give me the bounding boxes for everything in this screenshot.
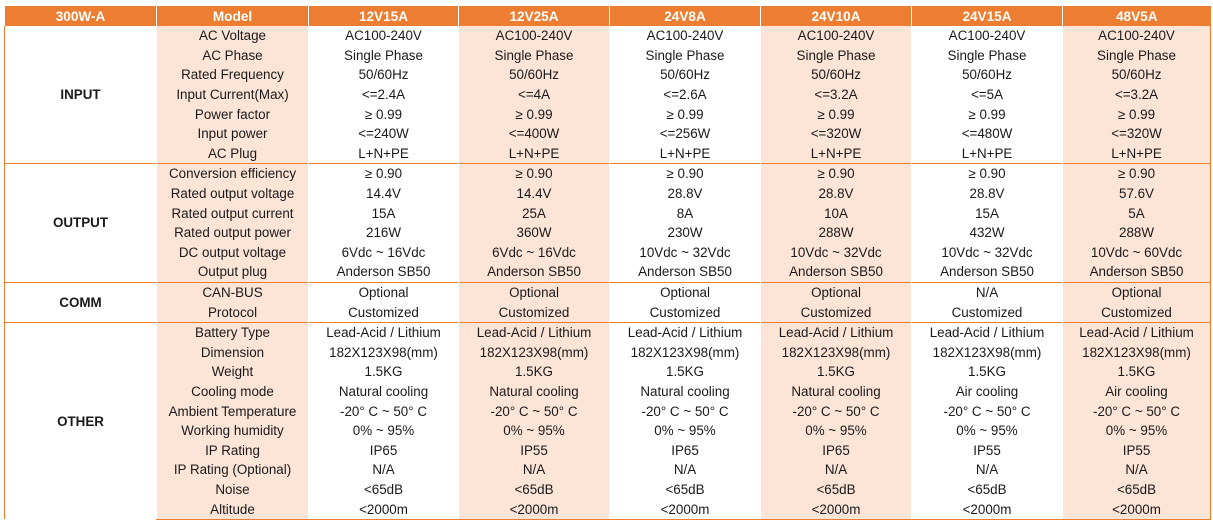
value-cell: 50/60Hz [912,65,1063,85]
value-cell: <=320W [761,124,912,144]
value-cell: <=3.2A [1063,85,1211,105]
parameter-label: CAN-BUS [157,282,309,302]
table-row [5,184,1211,204]
value-cell: Air cooling [1063,382,1211,402]
value-cell: L+N+PE [459,144,610,164]
value-cell: Single Phase [1063,46,1211,66]
value-cell: Customized [1063,302,1211,322]
table-row [5,85,1211,105]
table-row [5,362,1211,382]
value-cell: N/A [610,460,761,480]
value-cell: <65dB [459,480,610,500]
model-header-24v8a: 24V8A [610,6,761,26]
value-cell: 10Vdc ~ 32Vdc [912,243,1063,263]
value-cell: 6Vdc ~ 16Vdc [309,243,459,263]
group-label-other: OTHER [5,322,157,519]
value-cell: 6Vdc ~ 16Vdc [459,243,610,263]
value-cell: <65dB [912,480,1063,500]
value-cell: Air cooling [912,382,1063,402]
value-cell: 288W [1063,223,1211,243]
header-row [5,6,1211,26]
value-cell: 57.6V [1063,184,1211,204]
value-cell: <=2.6A [610,85,761,105]
value-cell: <=320W [1063,124,1211,144]
value-cell: 182X123X98(mm) [459,343,610,363]
value-cell: 1.5KG [459,362,610,382]
value-cell: 15A [309,203,459,223]
value-cell: <=2.4A [309,85,459,105]
parameter-label: AC Voltage [157,26,309,46]
parameter-label: Noise [157,480,309,500]
spec-table-body [5,26,1211,519]
value-cell: 28.8V [610,184,761,204]
value-cell: Natural cooling [610,382,761,402]
value-cell: <65dB [1063,480,1211,500]
value-cell: ≥ 0.90 [459,164,610,184]
parameter-label: Power factor [157,104,309,124]
value-cell: Lead-Acid / Lithium [309,322,459,342]
value-cell: L+N+PE [912,144,1063,164]
value-cell: 182X123X98(mm) [761,343,912,363]
value-cell: Natural cooling [309,382,459,402]
value-cell: Optional [459,282,610,302]
value-cell: 1.5KG [309,362,459,382]
value-cell: Customized [309,302,459,322]
parameter-label: Rated output power [157,223,309,243]
value-cell: Anderson SB50 [459,262,610,282]
model-header-48v5a: 48V5A [1063,6,1211,26]
value-cell: 288W [761,223,912,243]
value-cell: Optional [309,282,459,302]
value-cell: ≥ 0.90 [761,164,912,184]
value-cell: Anderson SB50 [1063,262,1211,282]
value-cell: ≥ 0.99 [610,104,761,124]
table-row [5,322,1211,342]
value-cell: N/A [309,460,459,480]
value-cell: 50/60Hz [1063,65,1211,85]
value-cell: 14.4V [459,184,610,204]
parameter-label: Battery Type [157,322,309,342]
table-row [5,440,1211,460]
parameter-label: Protocol [157,302,309,322]
table-row [5,401,1211,421]
value-cell: 1.5KG [1063,362,1211,382]
value-cell: 1.5KG [761,362,912,382]
value-cell: 432W [912,223,1063,243]
value-cell: L+N+PE [610,144,761,164]
parameter-label: AC Phase [157,46,309,66]
value-cell: AC100-240V [1063,26,1211,46]
table-row [5,26,1211,46]
table-row [5,382,1211,402]
value-cell: 15A [912,203,1063,223]
value-cell: ≥ 0.99 [912,104,1063,124]
value-cell: 10A [761,203,912,223]
value-cell: 182X123X98(mm) [1063,343,1211,363]
value-cell: ≥ 0.99 [1063,104,1211,124]
model-header-12v25a: 12V25A [459,6,610,26]
value-cell: Single Phase [309,46,459,66]
value-cell: IP65 [761,440,912,460]
parameter-label: AC Plug [157,144,309,164]
value-cell: <=5A [912,85,1063,105]
value-cell: <65dB [610,480,761,500]
value-cell: L+N+PE [761,144,912,164]
table-row [5,164,1211,184]
value-cell: 1.5KG [912,362,1063,382]
value-cell: Lead-Acid / Lithium [1063,322,1211,342]
table-row [5,46,1211,66]
value-cell: Single Phase [912,46,1063,66]
value-cell: 5A [1063,203,1211,223]
parameter-label: Input power [157,124,309,144]
parameter-label: DC output voltage [157,243,309,263]
value-cell: 14.4V [309,184,459,204]
value-cell: IP55 [459,440,610,460]
value-cell: 0% ~ 95% [610,421,761,441]
value-cell: 28.8V [761,184,912,204]
value-cell: 0% ~ 95% [912,421,1063,441]
value-cell: IP65 [610,440,761,460]
value-cell: <=4A [459,85,610,105]
corner-label: 300W-A [5,6,157,26]
parameter-label: IP Rating (Optional) [157,460,309,480]
value-cell: -20° C ~ 50° C [459,401,610,421]
parameter-label: Rated output current [157,203,309,223]
value-cell: <2000m [309,499,459,519]
value-cell: ≥ 0.90 [1063,164,1211,184]
value-cell: Natural cooling [761,382,912,402]
model-header-24v10a: 24V10A [761,6,912,26]
value-cell: AC100-240V [761,26,912,46]
parameter-label: Output plug [157,262,309,282]
table-row [5,499,1211,519]
group-label-output: OUTPUT [5,164,157,283]
value-cell: 0% ~ 95% [761,421,912,441]
value-cell: -20° C ~ 50° C [761,401,912,421]
value-cell: N/A [459,460,610,480]
value-cell: <=400W [459,124,610,144]
value-cell: 25A [459,203,610,223]
parameter-label: IP Rating [157,440,309,460]
value-cell: <65dB [761,480,912,500]
value-cell: <=480W [912,124,1063,144]
value-cell: <=240W [309,124,459,144]
value-cell: 182X123X98(mm) [912,343,1063,363]
value-cell: 360W [459,223,610,243]
group-label-comm: COMM [5,282,157,322]
model-header-24v15a: 24V15A [912,6,1063,26]
table-row [5,262,1211,282]
value-cell: <2000m [1063,499,1211,519]
value-cell: 10Vdc ~ 60Vdc [1063,243,1211,263]
table-row [5,460,1211,480]
value-cell: 28.8V [912,184,1063,204]
value-cell: N/A [761,460,912,480]
table-row [5,421,1211,441]
value-cell: -20° C ~ 50° C [309,401,459,421]
model-column-label: Model [157,6,309,26]
value-cell: Optional [610,282,761,302]
value-cell: Anderson SB50 [761,262,912,282]
value-cell: Customized [912,302,1063,322]
spec-table [4,6,1211,520]
value-cell: Single Phase [610,46,761,66]
value-cell: Lead-Acid / Lithium [912,322,1063,342]
table-row [5,223,1211,243]
table-row [5,343,1211,363]
value-cell: Lead-Acid / Lithium [610,322,761,342]
value-cell: 1.5KG [610,362,761,382]
value-cell: ≥ 0.99 [761,104,912,124]
value-cell: N/A [912,460,1063,480]
value-cell: 216W [309,223,459,243]
value-cell: Lead-Acid / Lithium [761,322,912,342]
parameter-label: Ambient Temperature [157,401,309,421]
value-cell: Natural cooling [459,382,610,402]
value-cell: 10Vdc ~ 32Vdc [610,243,761,263]
value-cell: Anderson SB50 [912,262,1063,282]
value-cell: Anderson SB50 [309,262,459,282]
value-cell: 50/60Hz [459,65,610,85]
parameter-label: Conversion efficiency [157,164,309,184]
value-cell: <2000m [459,499,610,519]
value-cell: 0% ~ 95% [459,421,610,441]
value-cell: Single Phase [459,46,610,66]
value-cell: 10Vdc ~ 32Vdc [761,243,912,263]
parameter-label: Input Current(Max) [157,85,309,105]
table-row [5,144,1211,164]
parameter-label: Altitude [157,499,309,519]
value-cell: Anderson SB50 [610,262,761,282]
value-cell: Customized [610,302,761,322]
value-cell: <2000m [912,499,1063,519]
value-cell: AC100-240V [459,26,610,46]
parameter-label: Weight [157,362,309,382]
model-header-12v15a: 12V15A [309,6,459,26]
value-cell: ≥ 0.90 [912,164,1063,184]
value-cell: 182X123X98(mm) [610,343,761,363]
table-row [5,480,1211,500]
value-cell: <=3.2A [761,85,912,105]
value-cell: -20° C ~ 50° C [610,401,761,421]
value-cell: ≥ 0.90 [309,164,459,184]
value-cell: <2000m [610,499,761,519]
value-cell: <65dB [309,480,459,500]
spec-table-container [4,6,1210,520]
value-cell: <=256W [610,124,761,144]
value-cell: 50/60Hz [610,65,761,85]
value-cell: 50/60Hz [761,65,912,85]
value-cell: 0% ~ 95% [309,421,459,441]
table-row [5,203,1211,223]
parameter-label: Dimension [157,343,309,363]
parameter-label: Working humidity [157,421,309,441]
table-row [5,124,1211,144]
value-cell: 50/60Hz [309,65,459,85]
group-label-input: INPUT [5,26,157,164]
value-cell: 0% ~ 95% [1063,421,1211,441]
value-cell: 8A [610,203,761,223]
value-cell: IP55 [912,440,1063,460]
parameter-label: Rated Frequency [157,65,309,85]
parameter-label: Rated output voltage [157,184,309,204]
parameter-label: Cooling mode [157,382,309,402]
value-cell: ≥ 0.90 [610,164,761,184]
table-row [5,282,1211,302]
value-cell: IP55 [1063,440,1211,460]
table-row [5,302,1211,322]
value-cell: <2000m [761,499,912,519]
value-cell: L+N+PE [309,144,459,164]
table-row [5,104,1211,124]
table-row [5,243,1211,263]
value-cell: Single Phase [761,46,912,66]
value-cell: -20° C ~ 50° C [912,401,1063,421]
value-cell: N/A [912,282,1063,302]
value-cell: Customized [761,302,912,322]
value-cell: -20° C ~ 50° C [1063,401,1211,421]
table-row [5,65,1211,85]
value-cell: N/A [1063,460,1211,480]
value-cell: AC100-240V [912,26,1063,46]
value-cell: IP65 [309,440,459,460]
value-cell: AC100-240V [610,26,761,46]
value-cell: AC100-240V [309,26,459,46]
value-cell: Optional [761,282,912,302]
value-cell: Customized [459,302,610,322]
value-cell: Lead-Acid / Lithium [459,322,610,342]
value-cell: L+N+PE [1063,144,1211,164]
value-cell: ≥ 0.99 [459,104,610,124]
value-cell: 230W [610,223,761,243]
value-cell: ≥ 0.99 [309,104,459,124]
value-cell: 182X123X98(mm) [309,343,459,363]
value-cell: Optional [1063,282,1211,302]
